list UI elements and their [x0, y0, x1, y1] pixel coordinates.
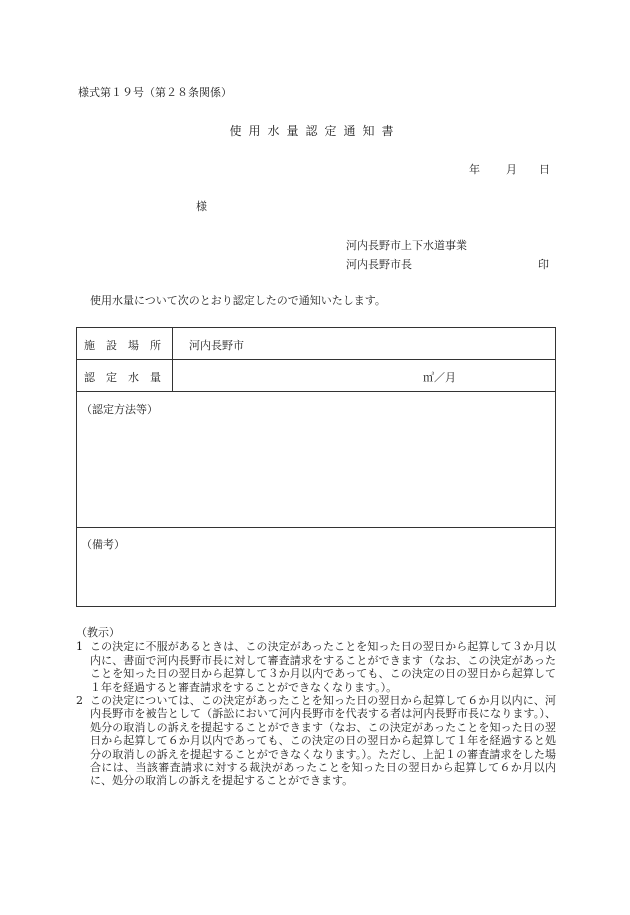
intro-text: 使用水量について次のとおり認定したので通知いたします。 — [90, 294, 386, 307]
instruction-number: 2 — [76, 694, 83, 708]
row-divider — [77, 527, 555, 528]
facility-location-value: 河内長野市 — [189, 339, 244, 352]
recipient-honorific: 様 — [196, 200, 207, 213]
document-title: 使用水量認定通知書 — [229, 124, 401, 138]
day-label: 日 — [539, 163, 550, 176]
year-label: 年 — [469, 163, 480, 176]
remarks-label: （備考） — [81, 538, 125, 551]
facility-location-label: 施設場所 — [84, 339, 172, 352]
appeal-instructions — [76, 626, 556, 788]
column-divider — [172, 328, 173, 391]
certified-volume-unit: ㎥／月 — [423, 371, 456, 384]
instruction-item — [76, 640, 556, 694]
instruction-item — [76, 694, 556, 788]
row-divider — [77, 391, 555, 392]
issuer-organization: 河内長野市上下水道事業 — [346, 239, 467, 252]
form-number: 様式第１９号（第２８条関係） — [78, 86, 232, 99]
instruction-text: この決定については、この決定があったことを知った日の翌日から起算して６か月以内に、河内長野市を被告として（訴訟において河内長野市を代表する者は河内長野市長になります。）、処分の取消しの訴えを提起することができます（なお、この決定があったことを知った日の翌日から起算して６か月以内であっても、この決定の日の翌日から起算して１年を経過すると処分の取消しの訴えを提起することができなくなります。）。ただし、上記１の審査請求をした場合には、当該審査請求に対する裁決があったことを知った日の翌日から起算して６か月以内に、処分の取消しの訴えを提起することができます。 — [90, 694, 556, 788]
certification-table — [76, 327, 556, 607]
certification-method-label: （認定方法等） — [81, 403, 158, 416]
certified-volume-label: 認定水量 — [84, 371, 172, 384]
instruction-number: 1 — [76, 640, 83, 654]
instructions-heading: （教示） — [76, 626, 120, 639]
instruction-text: この決定に不服があるときは、この決定があったことを知った日の翌日から起算して３か月以内に、書面で河内長野市長に対して審査請求をすることができます（なお、この決定があったことを知った日の翌日から起算して３か月以内であっても、この決定の日の翌日から起算して１年を経過すると審査請求をすることができなくなります。）。 — [90, 640, 556, 694]
row-divider — [77, 359, 555, 360]
issuer-name: 河内長野市長 — [346, 258, 412, 271]
month-label: 月 — [506, 163, 517, 176]
seal-label: 印 — [538, 258, 549, 271]
